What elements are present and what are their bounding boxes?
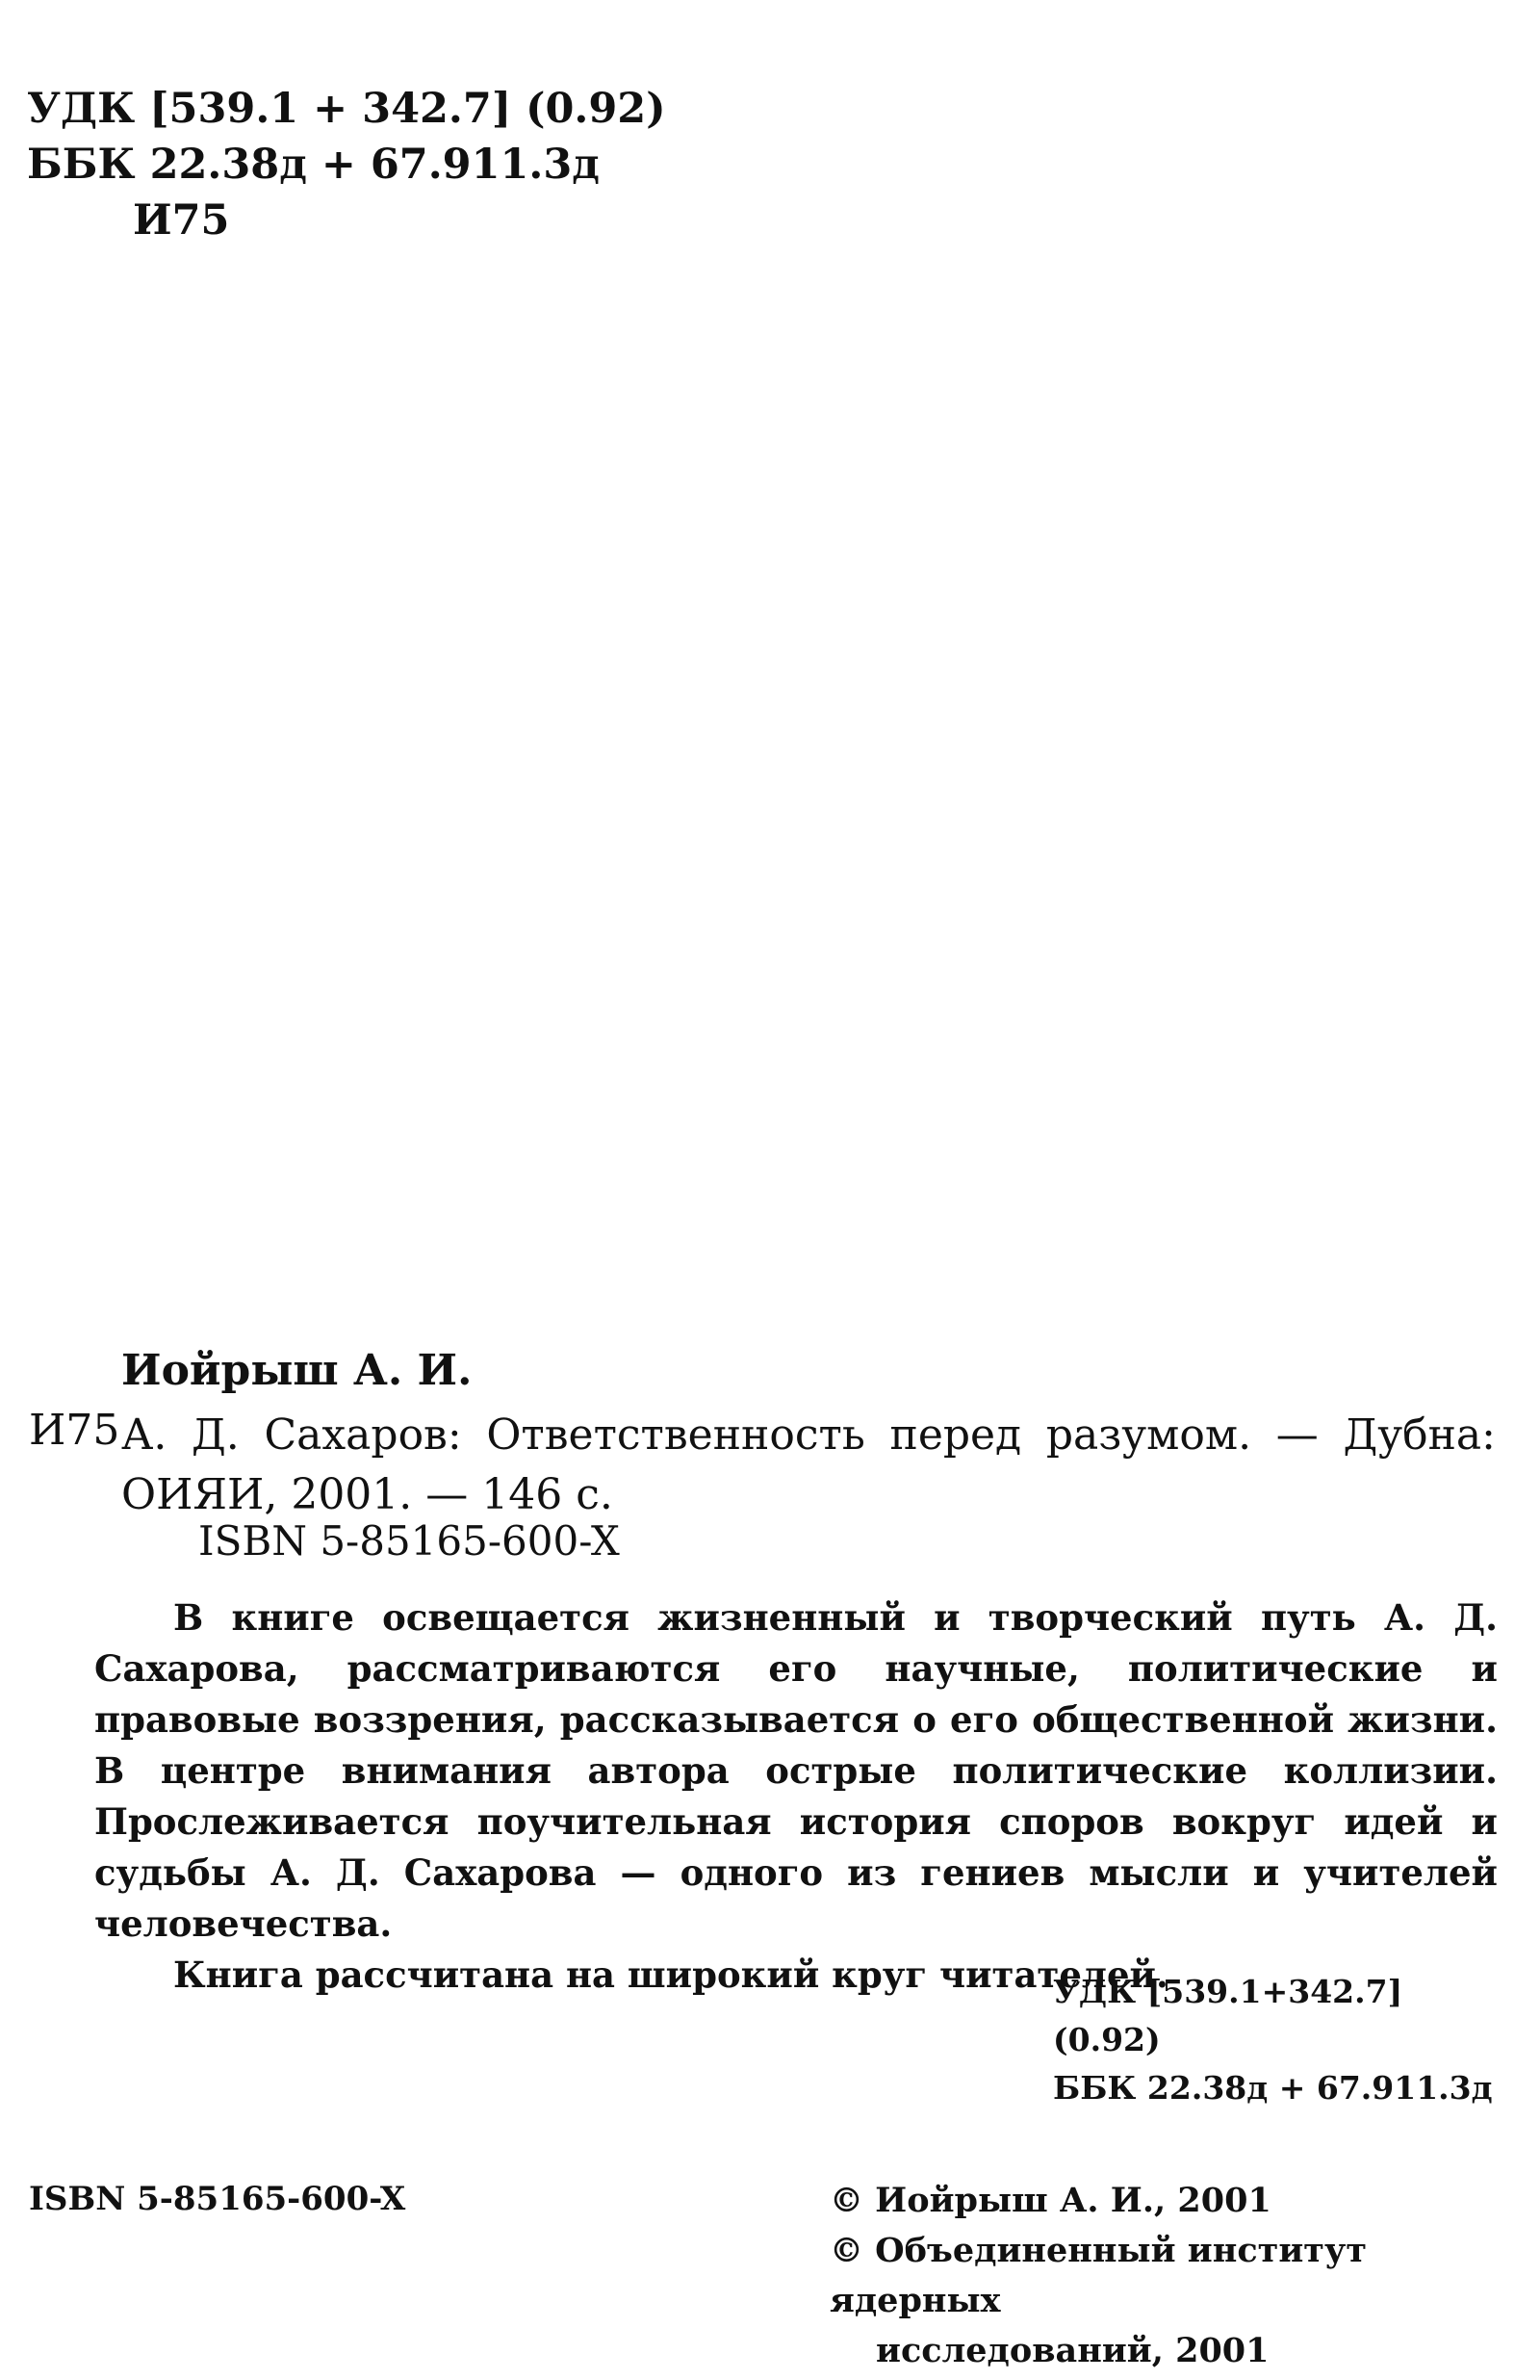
record-title-line-2: ОИЯИ, 2001. — 146 с.: [121, 1470, 613, 1519]
annotation-paragraph: Книга рассчитана на широкий круг читателей.: [173, 1953, 1168, 1996]
bbk-code: ББК 22.38д + 67.911.3д: [1053, 2069, 1493, 2107]
udk-code: УДК [539.1+342.7] (0.92): [1053, 1973, 1403, 2058]
classification-header: [27, 81, 666, 248]
record-isbn: ISBN 5-85165-600-X: [198, 1517, 620, 1565]
copyright-block: [830, 2176, 1503, 2376]
author-code: И75: [133, 196, 230, 245]
udk-code: УДК [539.1 + 342.7] (0.92): [27, 85, 666, 133]
record-author-code: И75: [29, 1406, 120, 1455]
bbk-code: ББК 22.38д + 67.911.3д: [27, 141, 600, 189]
annotation: [94, 1592, 1498, 2001]
copyright-institute-continued: исследований, 2001: [876, 2331, 1270, 2370]
copyright-author: © Иойрыш А. И., 2001: [830, 2181, 1271, 2220]
classification-footer: [1053, 1968, 1496, 2112]
record-title-line-1: А. Д. Сахаров: Ответственность перед разумом. — Дубна:: [121, 1410, 1496, 1460]
annotation-paragraph: В книге освещается жизненный и творческий путь А. Д. Сахарова, рассматриваются его научные, политические и правовые воззрения, рассказывается о его общественной жизни. В центре внимания автора острые политические коллизии. Прослеживается поучительная история споров вокруг идей и судьбы А. Д. Сахарова — одного из гениев мысли и учителей человечества.: [94, 1596, 1498, 1945]
footer-isbn: ISBN 5-85165-600-X: [29, 2180, 406, 2218]
record-author: Иойрыш А. И.: [121, 1346, 473, 1395]
copyright-institute: © Объединенный институт ядерных: [830, 2231, 1368, 2320]
